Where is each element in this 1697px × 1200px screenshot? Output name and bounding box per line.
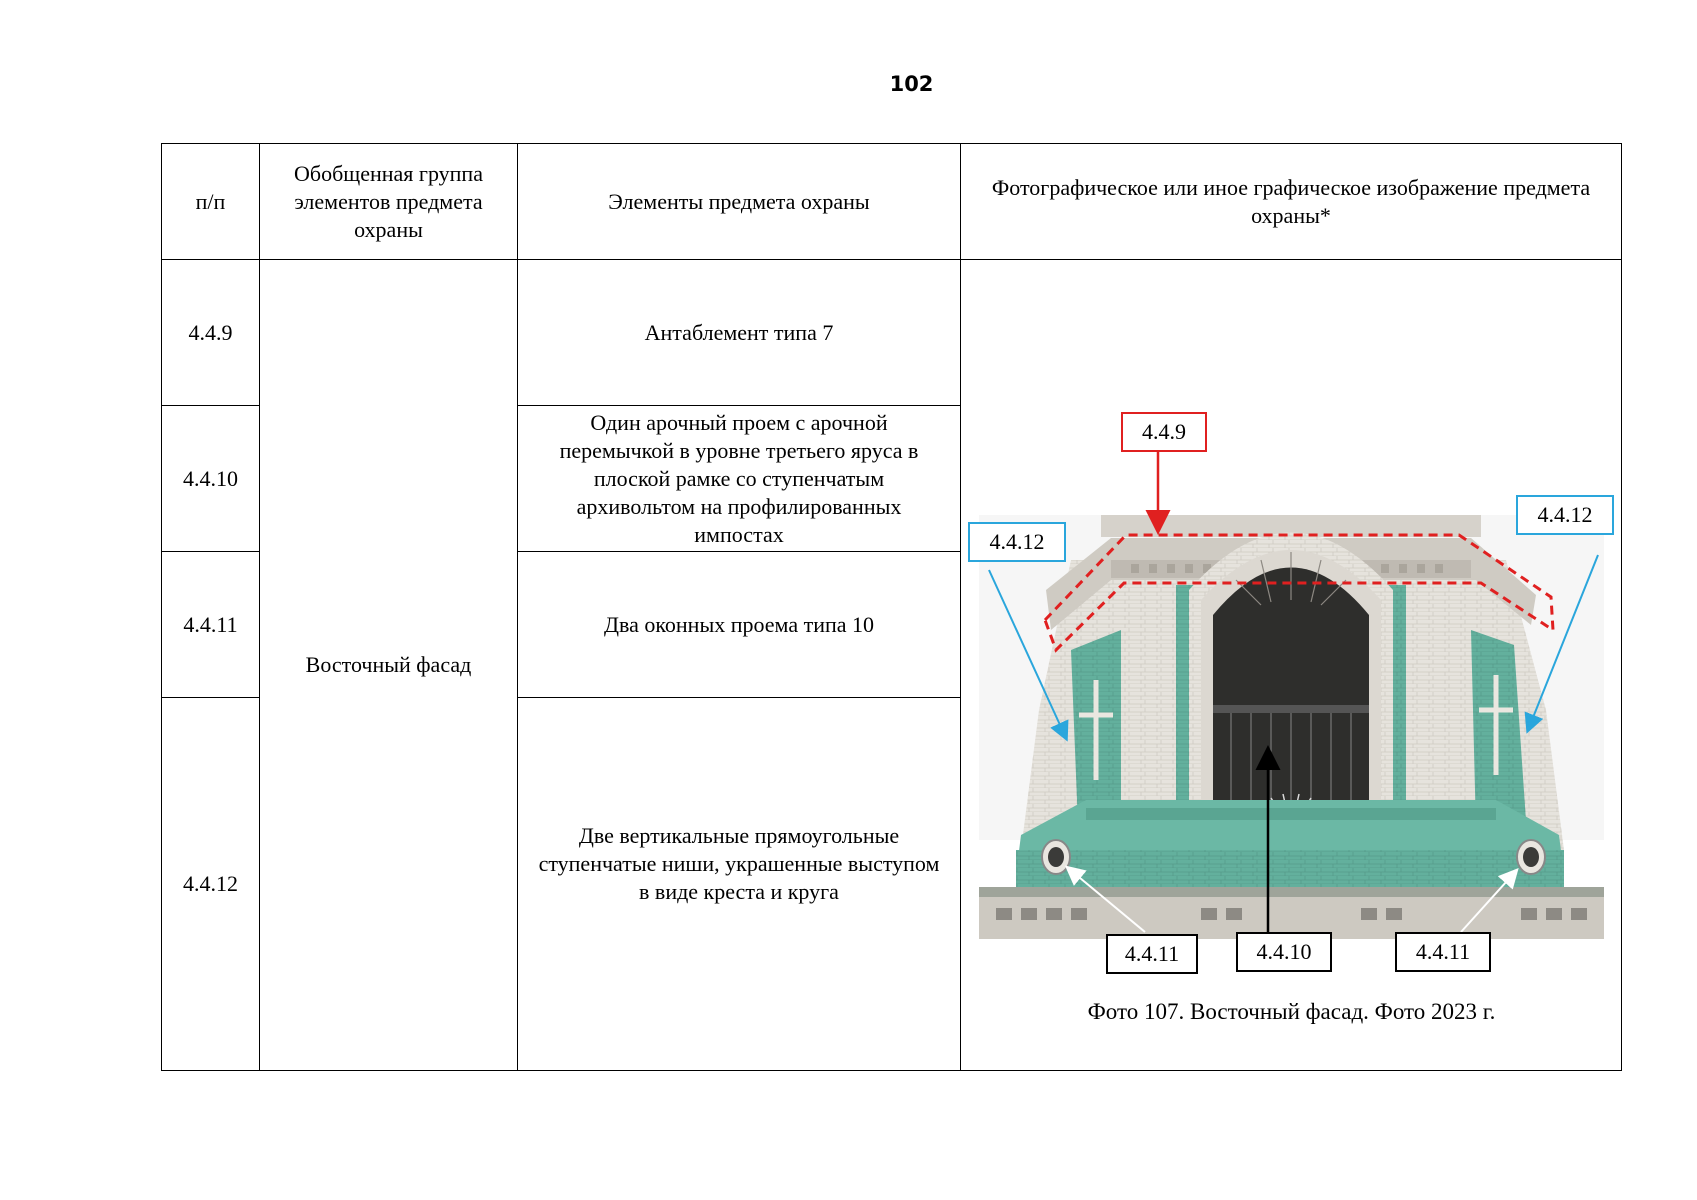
callout-entablature: 4.4.9	[1121, 412, 1207, 452]
header-elements: Элементы предмета охраны	[518, 144, 961, 260]
callout-window-left: 4.4.11	[1106, 934, 1198, 974]
photo-caption: Фото 107. Восточный фасад. Фото 2023 г.	[1087, 999, 1496, 1024]
row-element: Один арочный проем с арочной перемычкой в уровне третьего яруса в плоской рамке со ступенчатым архивольтом на профилированных импостах	[518, 406, 961, 552]
row-number: 4.4.11	[162, 552, 260, 698]
protection-table	[161, 143, 1622, 1071]
row-number: 4.4.10	[162, 406, 260, 552]
round-window-right	[1517, 840, 1545, 874]
row-number: 4.4.12	[162, 698, 260, 1071]
callout-window-right: 4.4.11	[1395, 932, 1491, 972]
photo-cell	[961, 260, 1622, 1071]
page-number: 102	[889, 72, 934, 96]
table-header-row	[162, 144, 1622, 260]
table-row	[162, 260, 1622, 406]
callout-arch: 4.4.10	[1236, 932, 1332, 972]
row-element: Две вертикальные прямоугольные ступенчатые ниши, украшенные выступом в виде креста и круга	[518, 698, 961, 1071]
photo-figure	[961, 260, 1622, 1072]
row-element: Два оконных проема типа 10	[518, 552, 961, 698]
row-element: Антаблемент типа 7	[518, 260, 961, 406]
group-cell: Восточный фасад	[260, 260, 518, 1071]
callout-niche-right: 4.4.12	[1516, 495, 1614, 535]
row-number: 4.4.9	[162, 260, 260, 406]
header-group: Обобщенная группа элементов предмета охраны	[260, 144, 518, 260]
round-window-left	[1042, 840, 1070, 874]
header-image: Фотографическое или иное графическое изображение предмета охраны*	[961, 144, 1622, 260]
header-number: п/п	[162, 144, 260, 260]
callout-niche-left: 4.4.12	[968, 522, 1066, 562]
